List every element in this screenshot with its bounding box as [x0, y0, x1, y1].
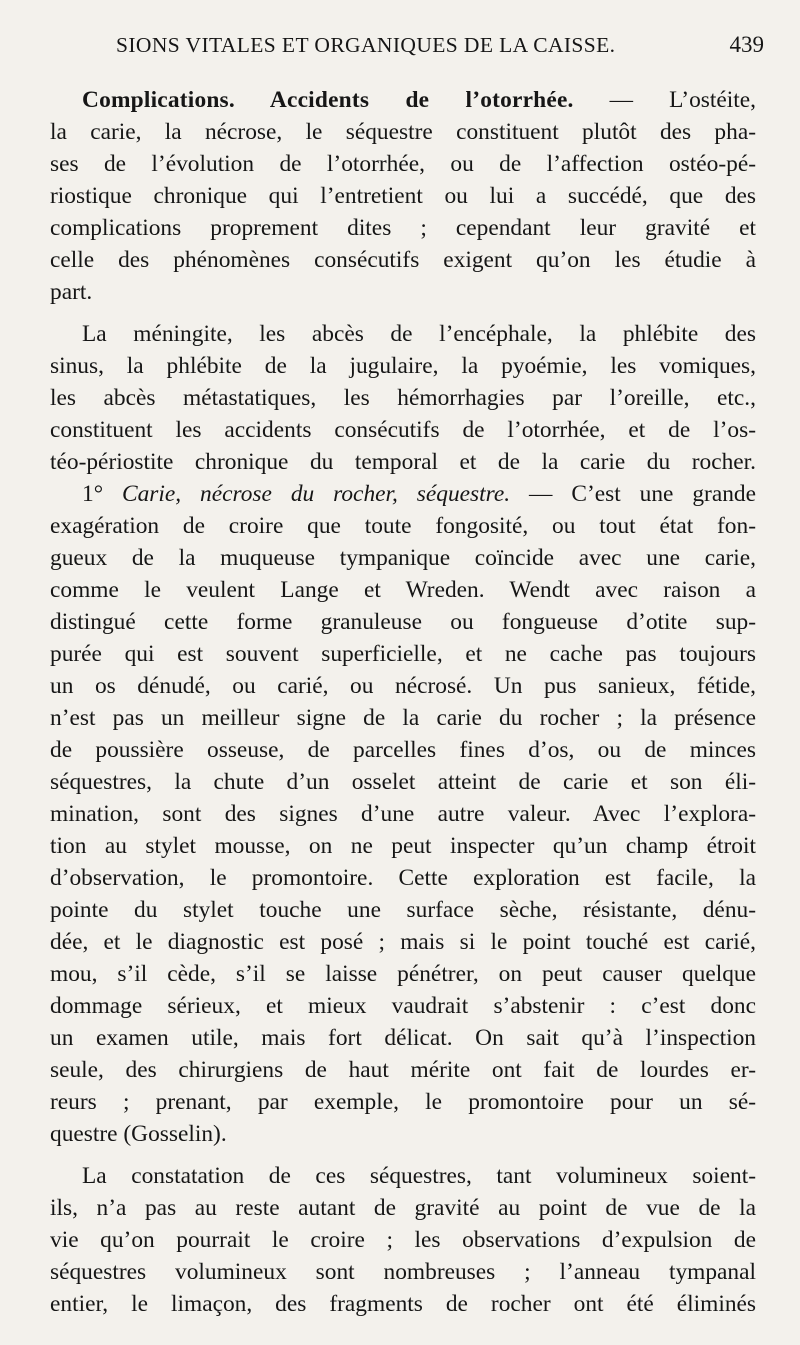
paragraph-line: les abcès métastatiques, les hémorrhagies par l’oreille, etc., — [50, 385, 756, 411]
paragraph-line: vie qu’on pourrait le croire ; les observations d’expulsion de — [50, 1227, 756, 1253]
section-number: 1° — [82, 481, 104, 507]
paragraph-3-line-1 — [50, 478, 756, 510]
running-head — [116, 32, 764, 67]
page-number: 439 — [729, 32, 764, 57]
paragraph-line: téo-périostite chronique du temporal et de la carie du rocher. — [50, 449, 756, 475]
paragraph-1-line-1 — [50, 84, 756, 116]
paragraph-line: part. — [50, 279, 93, 305]
paragraph-line: ils, n’a pas au reste autant de gravité au point de vue de la — [50, 1195, 756, 1221]
line-text: — L’ostéite, — [573, 87, 756, 113]
paragraph-line: un examen utile, mais fort délicat. On sait qu’à l’inspection — [50, 1025, 756, 1051]
paragraph-line: mou, s’il cède, s’il se laisse pénétrer, on peut causer quelque — [50, 961, 756, 987]
paragraph-line: séquestres volumineux sont nombreuses ; l’anneau tympanal — [50, 1259, 756, 1285]
paragraph-line: purée qui est souvent superficielle, et ne cache pas toujours — [50, 641, 756, 667]
subsection-title: Carie, nécrose du rocher, séquestre. — [121, 481, 511, 507]
paragraph-line: pointe du stylet touche une surface sèche, résistante, dénu- — [50, 897, 756, 923]
paragraph-line: ses de l’évolution de l’otorrhée, ou de l’affection ostéo-pé- — [50, 151, 756, 177]
paragraph-line: reurs ; prenant, par exemple, le promontoire pour un sé- — [50, 1089, 756, 1115]
paragraph-line: riostique chronique qui l’entretient ou lui a succédé, que des — [50, 183, 756, 209]
paragraph-line: exagération de croire que toute fongosité, ou tout état fon- — [50, 513, 756, 539]
paragraph-line: séquestres, la chute d’un osselet atteint de carie et son éli- — [50, 769, 756, 795]
paragraph-line: gueux de la muqueuse tympanique coïncide avec une carie, — [50, 545, 756, 571]
paragraph-line: sinus, la phlébite de la jugulaire, la pyoémie, les vomiques, — [50, 353, 756, 379]
paragraph-line: entier, le limaçon, des fragments de rocher ont été éliminés — [50, 1291, 756, 1317]
paragraph-gap — [50, 308, 756, 318]
paragraph-line: d’observation, le promontoire. Cette exploration est facile, la — [50, 865, 756, 891]
paragraph-line: mination, sont des signes d’une autre valeur. Avec l’explora- — [50, 801, 756, 827]
paragraph-gap — [50, 1150, 756, 1160]
section-heading: Complications. Accidents de l’otorrhée. — [82, 87, 574, 113]
paragraph-line: un os dénudé, ou carié, ou nécrosé. Un pus sanieux, fétide, — [50, 673, 756, 699]
paragraph-line: constituent les accidents consécutifs de l’otorrhée, et de l’os- — [50, 417, 756, 443]
paragraph-line: La constatation de ces séquestres, tant volumineux soient- — [82, 1163, 756, 1189]
paragraph-line: n’est pas un meilleur signe de la carie du rocher ; la présence — [50, 705, 756, 731]
paragraph-line: La méningite, les abcès de l’encéphale, la phlébite des — [82, 321, 756, 347]
paragraph-line: dée, et le diagnostic est posé ; mais si le point touché est carié, — [50, 929, 756, 955]
paragraph-line: seule, des chirurgiens de haut mérite ont fait de lourdes er- — [50, 1057, 756, 1083]
paragraph-line: la carie, la nécrose, le séquestre constituent plutôt des pha- — [50, 119, 756, 145]
body-text — [50, 84, 756, 1320]
paragraph-line: distingué cette forme granuleuse ou fongueuse d’otite sup- — [50, 609, 756, 635]
paragraph-line: dommage sérieux, et mieux vaudrait s’abstenir : c’est donc — [50, 993, 756, 1019]
paragraph-line: complications proprement dites ; cependant leur gravité et — [50, 215, 756, 241]
paragraph-line: celle des phénomènes consécutifs exigent qu’on les étudie à — [50, 247, 756, 273]
paragraph-line: questre (Gosselin). — [50, 1121, 227, 1147]
paragraph-line: tion au stylet mousse, on ne peut inspecter qu’un champ étroit — [50, 833, 756, 859]
line-text: — C’est une grande — [510, 481, 756, 507]
paragraph-line: comme le veulent Lange et Wreden. Wendt avec raison a — [50, 577, 756, 603]
paragraph-line: de poussière osseuse, de parcelles fines d’os, ou de minces — [50, 737, 756, 763]
running-title: SIONS VITALES ET ORGANIQUES DE LA CAISSE. — [116, 33, 616, 57]
